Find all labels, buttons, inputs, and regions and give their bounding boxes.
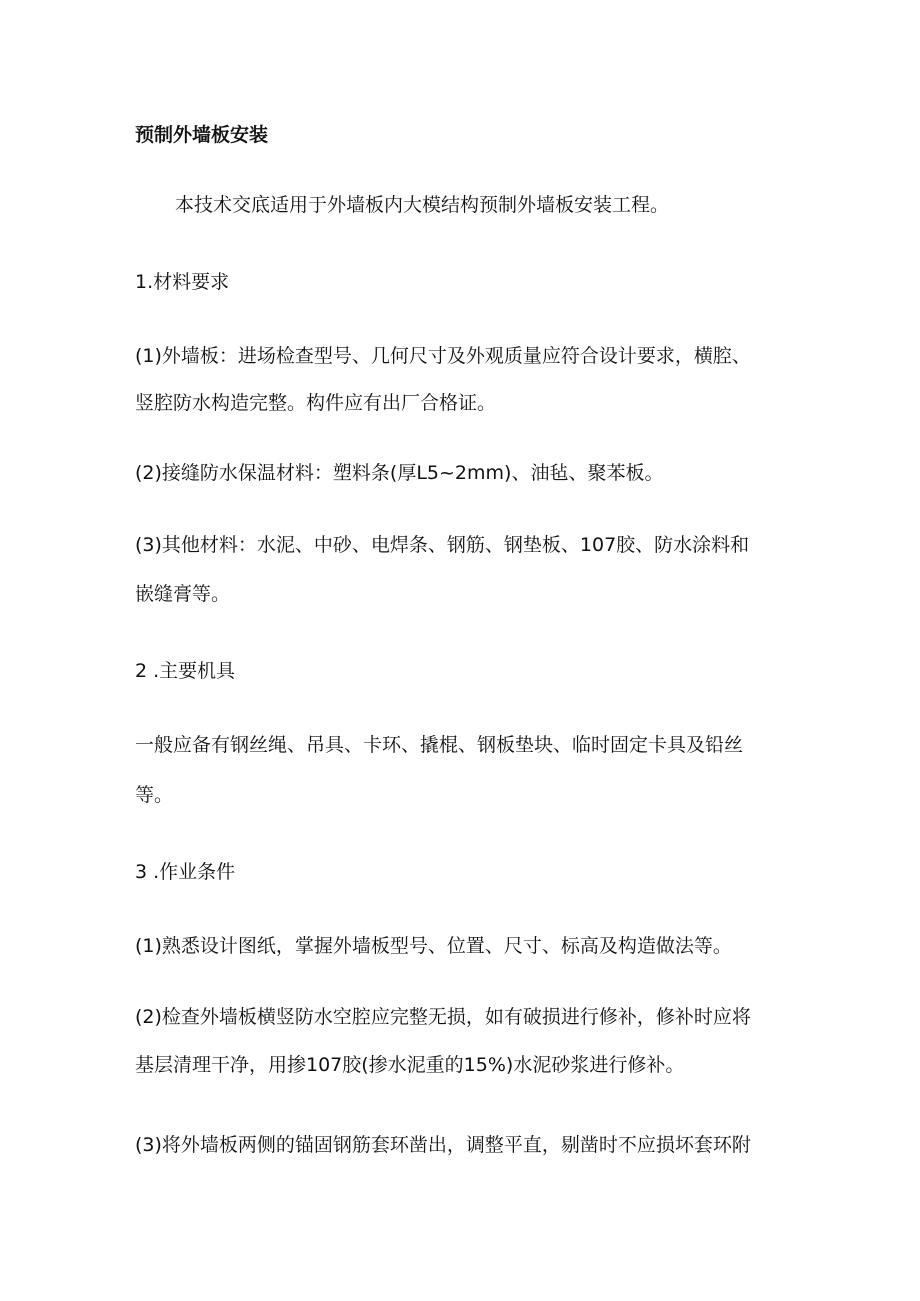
section-2-body-line-2: 等。	[135, 784, 174, 806]
section-3-item-2-line-1: (2)检查外墙板横竖防水空腔应完整无损，如有破损进行修补，修补时应将	[135, 1006, 751, 1028]
section-1-item-3-line-2: 嵌缝膏等。	[135, 583, 231, 605]
section-3-item-3-line-1: (3)将外墙板两侧的锚固钢筋套环凿出，调整平直，剔凿时不应损坏套环附	[135, 1134, 751, 1156]
section-1-item-3-line-1: (3)其他材料：水泥、中砂、电焊条、钢筋、钢垫板、107胶、防水涂料和	[135, 534, 750, 556]
section-3-item-2-line-2: 基层清理干净，用掺107胶(掺水泥重的15%)水泥砂浆进行修补。	[135, 1054, 685, 1076]
document-title: 预制外墙板安装	[135, 124, 269, 146]
section-1-item-2: (2)接缝防水保温材料：塑料条(厚L5~2mm)、油毡、聚苯板。	[135, 462, 664, 484]
section-3-item-1: (1)熟悉设计图纸，掌握外墙板型号、位置、尺寸、标高及构造做法等。	[135, 935, 732, 957]
section-1-heading: 1.材料要求	[135, 271, 230, 293]
section-2-body-line-1: 一般应备有钢丝绳、吊具、卡环、撬棍、钢板垫块、临时固定卡具及铅丝	[135, 734, 744, 756]
section-3-heading: 3 .作业条件	[135, 861, 236, 883]
section-2-heading: 2 .主要机具	[135, 660, 236, 682]
section-1-item-1-line-2: 竖腔防水构造完整。构件应有出厂合格证。	[135, 392, 497, 414]
section-1-item-1-line-1: (1)外墙板：进场检查型号、几何尺寸及外观质量应符合设计要求，横腔、	[135, 345, 751, 367]
intro-paragraph: 本技术交底适用于外墙板内大模结构预制外墙板安装工程。	[175, 194, 670, 216]
